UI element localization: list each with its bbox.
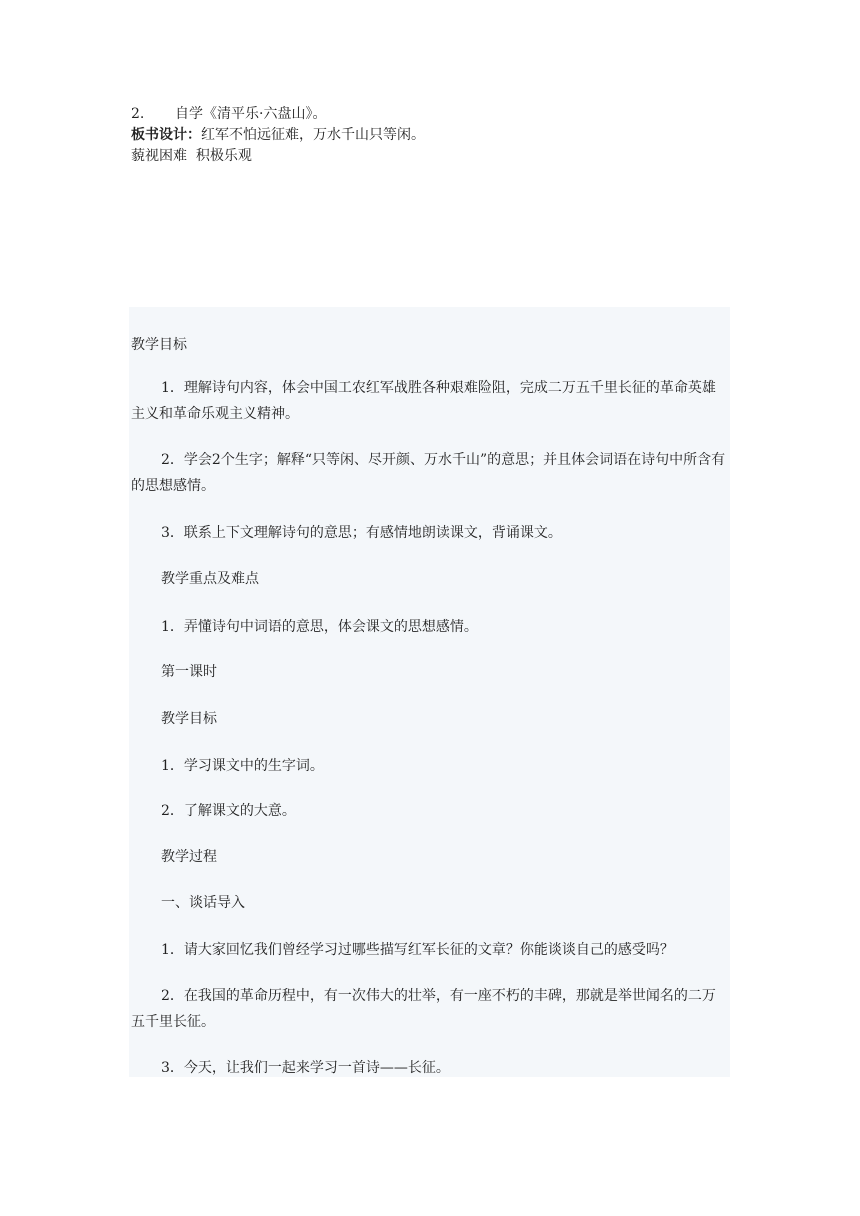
section-heading: 教学目标 — [161, 711, 217, 727]
objective-item: 3．联系上下文理解诗句的意思；有感情地朗读课文，背诵课文。 — [161, 525, 562, 541]
section-heading: 教学目标 — [131, 337, 187, 353]
board-label: 板书设计： — [131, 127, 201, 143]
item-text: 自学《清平乐·六盘山》。 — [175, 106, 327, 122]
section-heading: 教学重点及难点 — [161, 571, 259, 587]
item-number: 2. — [131, 106, 145, 122]
process-item: 1．请大家回忆我们曾经学习过哪些描写红军长征的文章？你能谈谈自己的感受吗？ — [161, 942, 674, 958]
board-design — [131, 125, 425, 146]
self-study-item — [131, 104, 425, 125]
board-summary: 藐视困难 积极乐观 — [131, 148, 252, 164]
objective-item: 1．理解诗句内容，体会中国工农红军战胜各种艰难险阻，完成二万五千里长征的革命英雄主义和革命乐观主义精神。 — [131, 380, 716, 422]
objective-item: 2．学会2个生字；解释“只等闲、尽开颜、万水千山”的意思；并且体会词语在诗句中所含有的思想感情。 — [131, 452, 726, 494]
section-heading: 第一课时 — [161, 664, 217, 680]
section-heading: 教学过程 — [161, 849, 217, 865]
top-notes — [131, 104, 425, 167]
objective-item: 1．学习课文中的生字词。 — [161, 758, 324, 774]
section-heading: 一、谈话导入 — [161, 895, 245, 911]
process-item: 3．今天，让我们一起来学习一首诗——长征。 — [161, 1060, 450, 1076]
objective-item: 2．了解课文的大意。 — [161, 803, 296, 819]
lesson-plan-panel — [129, 307, 730, 1077]
process-item: 2．在我国的革命历程中，有一次伟大的壮举，有一座不朽的丰碑，那就是举世闻名的二万五千里长征。 — [131, 988, 716, 1030]
key-point-item: 1．弄懂诗句中词语的意思，体会课文的思想感情。 — [161, 619, 478, 635]
board-text: 红军不怕远征难，万水千山只等闲。 — [201, 127, 425, 143]
